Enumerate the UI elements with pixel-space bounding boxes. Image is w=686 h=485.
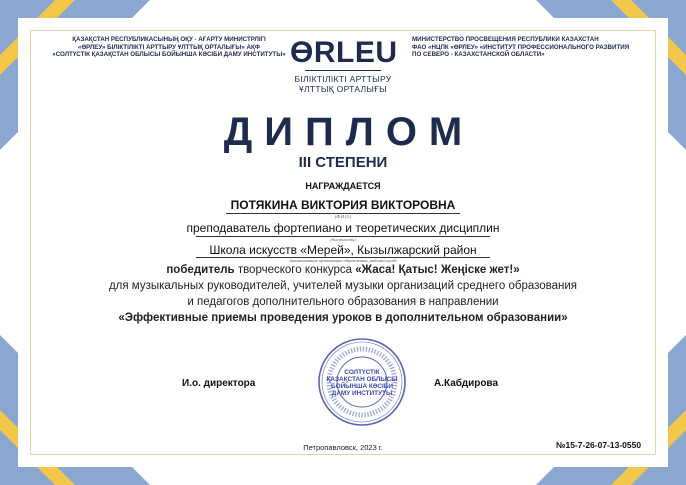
award-description-line: для музыкальных руководителей, учителей музыки организаций среднего образования (108, 280, 578, 292)
name-caption: (Ф.И.О.) (334, 214, 352, 219)
logo-subtitle-line: БІЛІКТІЛІКТІ АРТТЫРУ (294, 74, 392, 84)
header-left-line: «ӨРЛЕУ» БІЛІКТІЛІКТІ АРТТЫРУ ҰЛТТЫҚ ОРТАЛЫҒЫ» АҚФ (77, 43, 261, 51)
position-caption: (должность) (330, 237, 356, 242)
recipient-name: ПОТЯКИНА ВИКТОРИЯ ВИКТОРОВНА (230, 198, 456, 212)
logo-divider (305, 70, 381, 71)
award-winner-line (0, 263, 686, 279)
winner-word: победитель (166, 264, 235, 276)
contest-name: «Жаса! Қатыс! Жеңіске жет!» (355, 264, 520, 276)
school-caption: (наименование организации образования, района/город) (289, 258, 397, 263)
header-left-line: «СОЛТҮСТІК ҚАЗАҚСТАН ОБЛЫСЫ БОЙЫНША КӘСІБИ ДАМУ ИНСТИТУТЫ» (52, 51, 286, 59)
signature-role: И.о. директора (182, 378, 256, 389)
contest-text: творческого конкурса (237, 264, 353, 276)
header-left-kazakh (44, 36, 294, 59)
header-right-line: МИНИСТЕРСТВО ПРОСВЕЩЕНИЯ РЕСПУБЛИКИ КАЗАХСТАН (412, 36, 599, 43)
signature-name: А.Кабдирова (434, 378, 499, 389)
stamp-line: ДАМУ ИНСТИТУТЫ (331, 390, 393, 397)
orleu-logo: ӨRLEU (290, 36, 398, 69)
stamp-line: СОЛТҮСТІК (344, 369, 380, 376)
recipient-position: преподаватель фортепиано и теоретических дисциплин (186, 221, 500, 235)
award-description-line: и педагогов дополнительного образования в направлении (187, 296, 499, 308)
header-right-line: ПО СЕВЕРО - КАЗАХСТАНСКОЙ ОБЛАСТИ» (412, 51, 545, 59)
city-year: Петропавловск, 2023 г. (303, 443, 383, 452)
award-direction: «Эффективные приемы проведения уроков в дополнительном образовании» (118, 312, 568, 324)
header-left-line: ҚАЗАҚСТАН РЕСПУБЛИКАСЫНЫҢ ОҚУ - АҒАРТУ МИНИСТРЛІГІ (72, 36, 266, 43)
diploma-degree: III СТЕПЕНИ (298, 154, 388, 171)
logo-subtitle-line: ҰЛТТЫҚ ОРТАЛЫҒЫ (299, 84, 387, 94)
awarded-label: НАГРАЖДАЕТСЯ (305, 181, 381, 191)
official-stamp (316, 336, 408, 428)
logo-subtitle (280, 74, 406, 94)
diploma-title: ДИПЛОМ (223, 110, 475, 154)
stamp-line: ҚАЗАҚСТАН ОБЛЫСЫ (326, 376, 398, 383)
header-right-line: ФАО «НЦПК «ӨРЛЕУ» «ИНСТИТУТ ПРОФЕССИОНАЛЬНОГО РАЗВИТИЯ (412, 43, 630, 51)
stamp-line: БОЙЫНША КӘСІБИ (331, 383, 393, 390)
recipient-school: Школа искусств «Мерей», Кызылжарский район (209, 243, 477, 257)
header-right-russian (412, 36, 652, 59)
diploma-number: №15-7-26-07-13-0550 (556, 440, 642, 450)
